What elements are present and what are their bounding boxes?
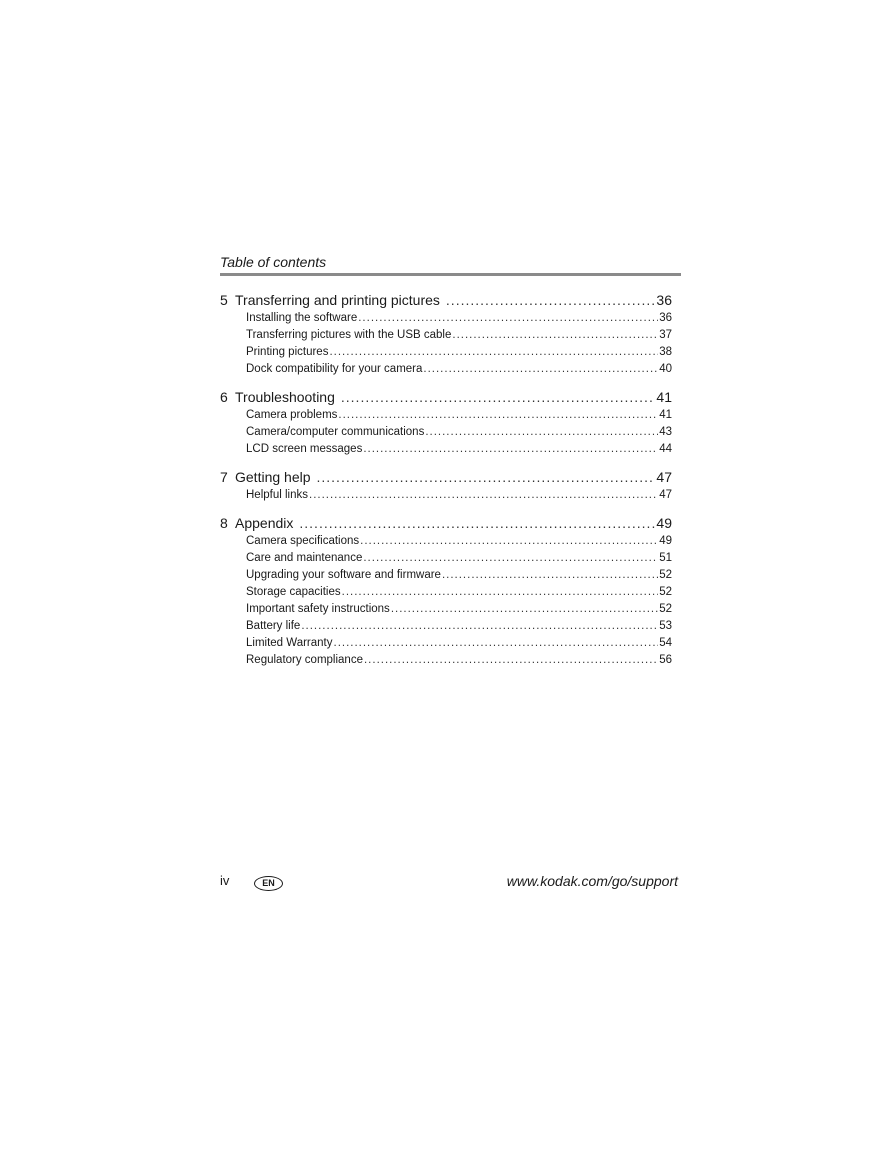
- dot-leader: [363, 550, 658, 567]
- toc-subentry[interactable]: [220, 635, 672, 652]
- dot-leader: [341, 387, 656, 407]
- footer-page-number: iv: [220, 873, 230, 888]
- dot-leader: [425, 424, 658, 441]
- subentry-title: Battery life: [246, 620, 301, 632]
- dot-leader: [338, 407, 658, 424]
- subentry-page: 53: [659, 620, 672, 632]
- dot-leader: [301, 618, 658, 635]
- subentry-title: Camera problems: [246, 409, 338, 421]
- subentry-page: 38: [659, 346, 672, 358]
- dot-leader: [446, 290, 656, 310]
- subentry-page: 37: [659, 329, 672, 341]
- subentry-title: Important safety instructions: [246, 603, 390, 615]
- chapter-title: Troubleshooting: [235, 389, 335, 405]
- toc-subentry[interactable]: [220, 327, 672, 344]
- toc-subentry[interactable]: [220, 487, 672, 504]
- subentry-page: 51: [659, 552, 672, 564]
- toc-subentry[interactable]: [220, 407, 672, 424]
- toc-subentry[interactable]: [220, 441, 672, 458]
- subentry-page: 47: [659, 489, 672, 501]
- dot-leader: [358, 310, 658, 327]
- subentry-page: 36: [659, 312, 672, 324]
- toc-subentry[interactable]: [220, 533, 672, 550]
- chapter-title: Getting help: [235, 469, 311, 485]
- subentry-title: Helpful links: [246, 489, 308, 501]
- subentry-page: 52: [659, 603, 672, 615]
- toc-subentry[interactable]: [220, 361, 672, 378]
- toc-subentry[interactable]: [220, 652, 672, 669]
- dot-leader: [391, 601, 658, 618]
- toc-subentry[interactable]: [220, 567, 672, 584]
- subentry-page: 56: [659, 654, 672, 666]
- chapter-number: 5: [220, 292, 228, 308]
- toc-subentry[interactable]: [220, 424, 672, 441]
- toc-section-6: [220, 387, 672, 458]
- chapter-page: 41: [656, 389, 672, 405]
- dot-leader: [452, 327, 658, 344]
- header-rule: [220, 273, 681, 276]
- subentry-title: Care and maintenance: [246, 552, 363, 564]
- toc-section-7: [220, 467, 672, 504]
- subentry-page: 41: [659, 409, 672, 421]
- subentry-page: 54: [659, 637, 672, 649]
- dot-leader: [329, 344, 658, 361]
- subentry-page: 44: [659, 443, 672, 455]
- subentry-title: Regulatory compliance: [246, 654, 363, 666]
- chapter-title: Appendix: [235, 515, 294, 531]
- toc-chapter-entry[interactable]: [220, 467, 672, 487]
- subentry-title: Dock compatibility for your camera: [246, 363, 423, 375]
- subentry-title: Limited Warranty: [246, 637, 333, 649]
- subentry-page: 40: [659, 363, 672, 375]
- chapter-number: 6: [220, 389, 228, 405]
- table-of-contents: [220, 290, 672, 678]
- dot-leader: [360, 533, 658, 550]
- subentry-page: 52: [659, 569, 672, 581]
- dot-leader: [423, 361, 658, 378]
- toc-subentry[interactable]: [220, 584, 672, 601]
- subentry-page: 43: [659, 426, 672, 438]
- subentry-title: Camera/computer communications: [246, 426, 425, 438]
- chapter-page: 47: [656, 469, 672, 485]
- toc-chapter-entry[interactable]: [220, 513, 672, 533]
- dot-leader: [309, 487, 658, 504]
- support-url-link[interactable]: www.kodak.com/go/support: [506, 873, 678, 889]
- subentry-title: Installing the software: [246, 312, 358, 324]
- dot-leader: [299, 513, 655, 533]
- toc-section-8: [220, 513, 672, 669]
- toc-subentry[interactable]: [220, 550, 672, 567]
- chapter-number: 7: [220, 469, 228, 485]
- language-badge: EN: [254, 876, 283, 891]
- subentry-title: Printing pictures: [246, 346, 329, 358]
- dot-leader: [442, 567, 658, 584]
- subentry-page: 49: [659, 535, 672, 547]
- toc-subentry[interactable]: [220, 601, 672, 618]
- subentry-title: Storage capacities: [246, 586, 341, 598]
- toc-subentry[interactable]: [220, 344, 672, 361]
- dot-leader: [342, 584, 659, 601]
- dot-leader: [363, 441, 658, 458]
- subentry-title: Upgrading your software and firmware: [246, 569, 441, 581]
- subentry-title: Camera specifications: [246, 535, 360, 547]
- dot-leader: [334, 635, 659, 652]
- toc-section-5: [220, 290, 672, 378]
- chapter-page: 36: [656, 292, 672, 308]
- page-header-title: Table of contents: [220, 254, 327, 270]
- toc-chapter-entry[interactable]: [220, 387, 672, 407]
- subentry-title: Transferring pictures with the USB cable: [246, 329, 452, 341]
- toc-subentry[interactable]: [220, 618, 672, 635]
- chapter-page: 49: [656, 515, 672, 531]
- subentry-page: 52: [659, 586, 672, 598]
- dot-leader: [364, 652, 658, 669]
- subentry-title: LCD screen messages: [246, 443, 363, 455]
- toc-subentry[interactable]: [220, 310, 672, 327]
- toc-chapter-entry[interactable]: [220, 290, 672, 310]
- chapter-title: Transferring and printing pictures: [235, 292, 440, 308]
- chapter-number: 8: [220, 515, 228, 531]
- dot-leader: [317, 467, 656, 487]
